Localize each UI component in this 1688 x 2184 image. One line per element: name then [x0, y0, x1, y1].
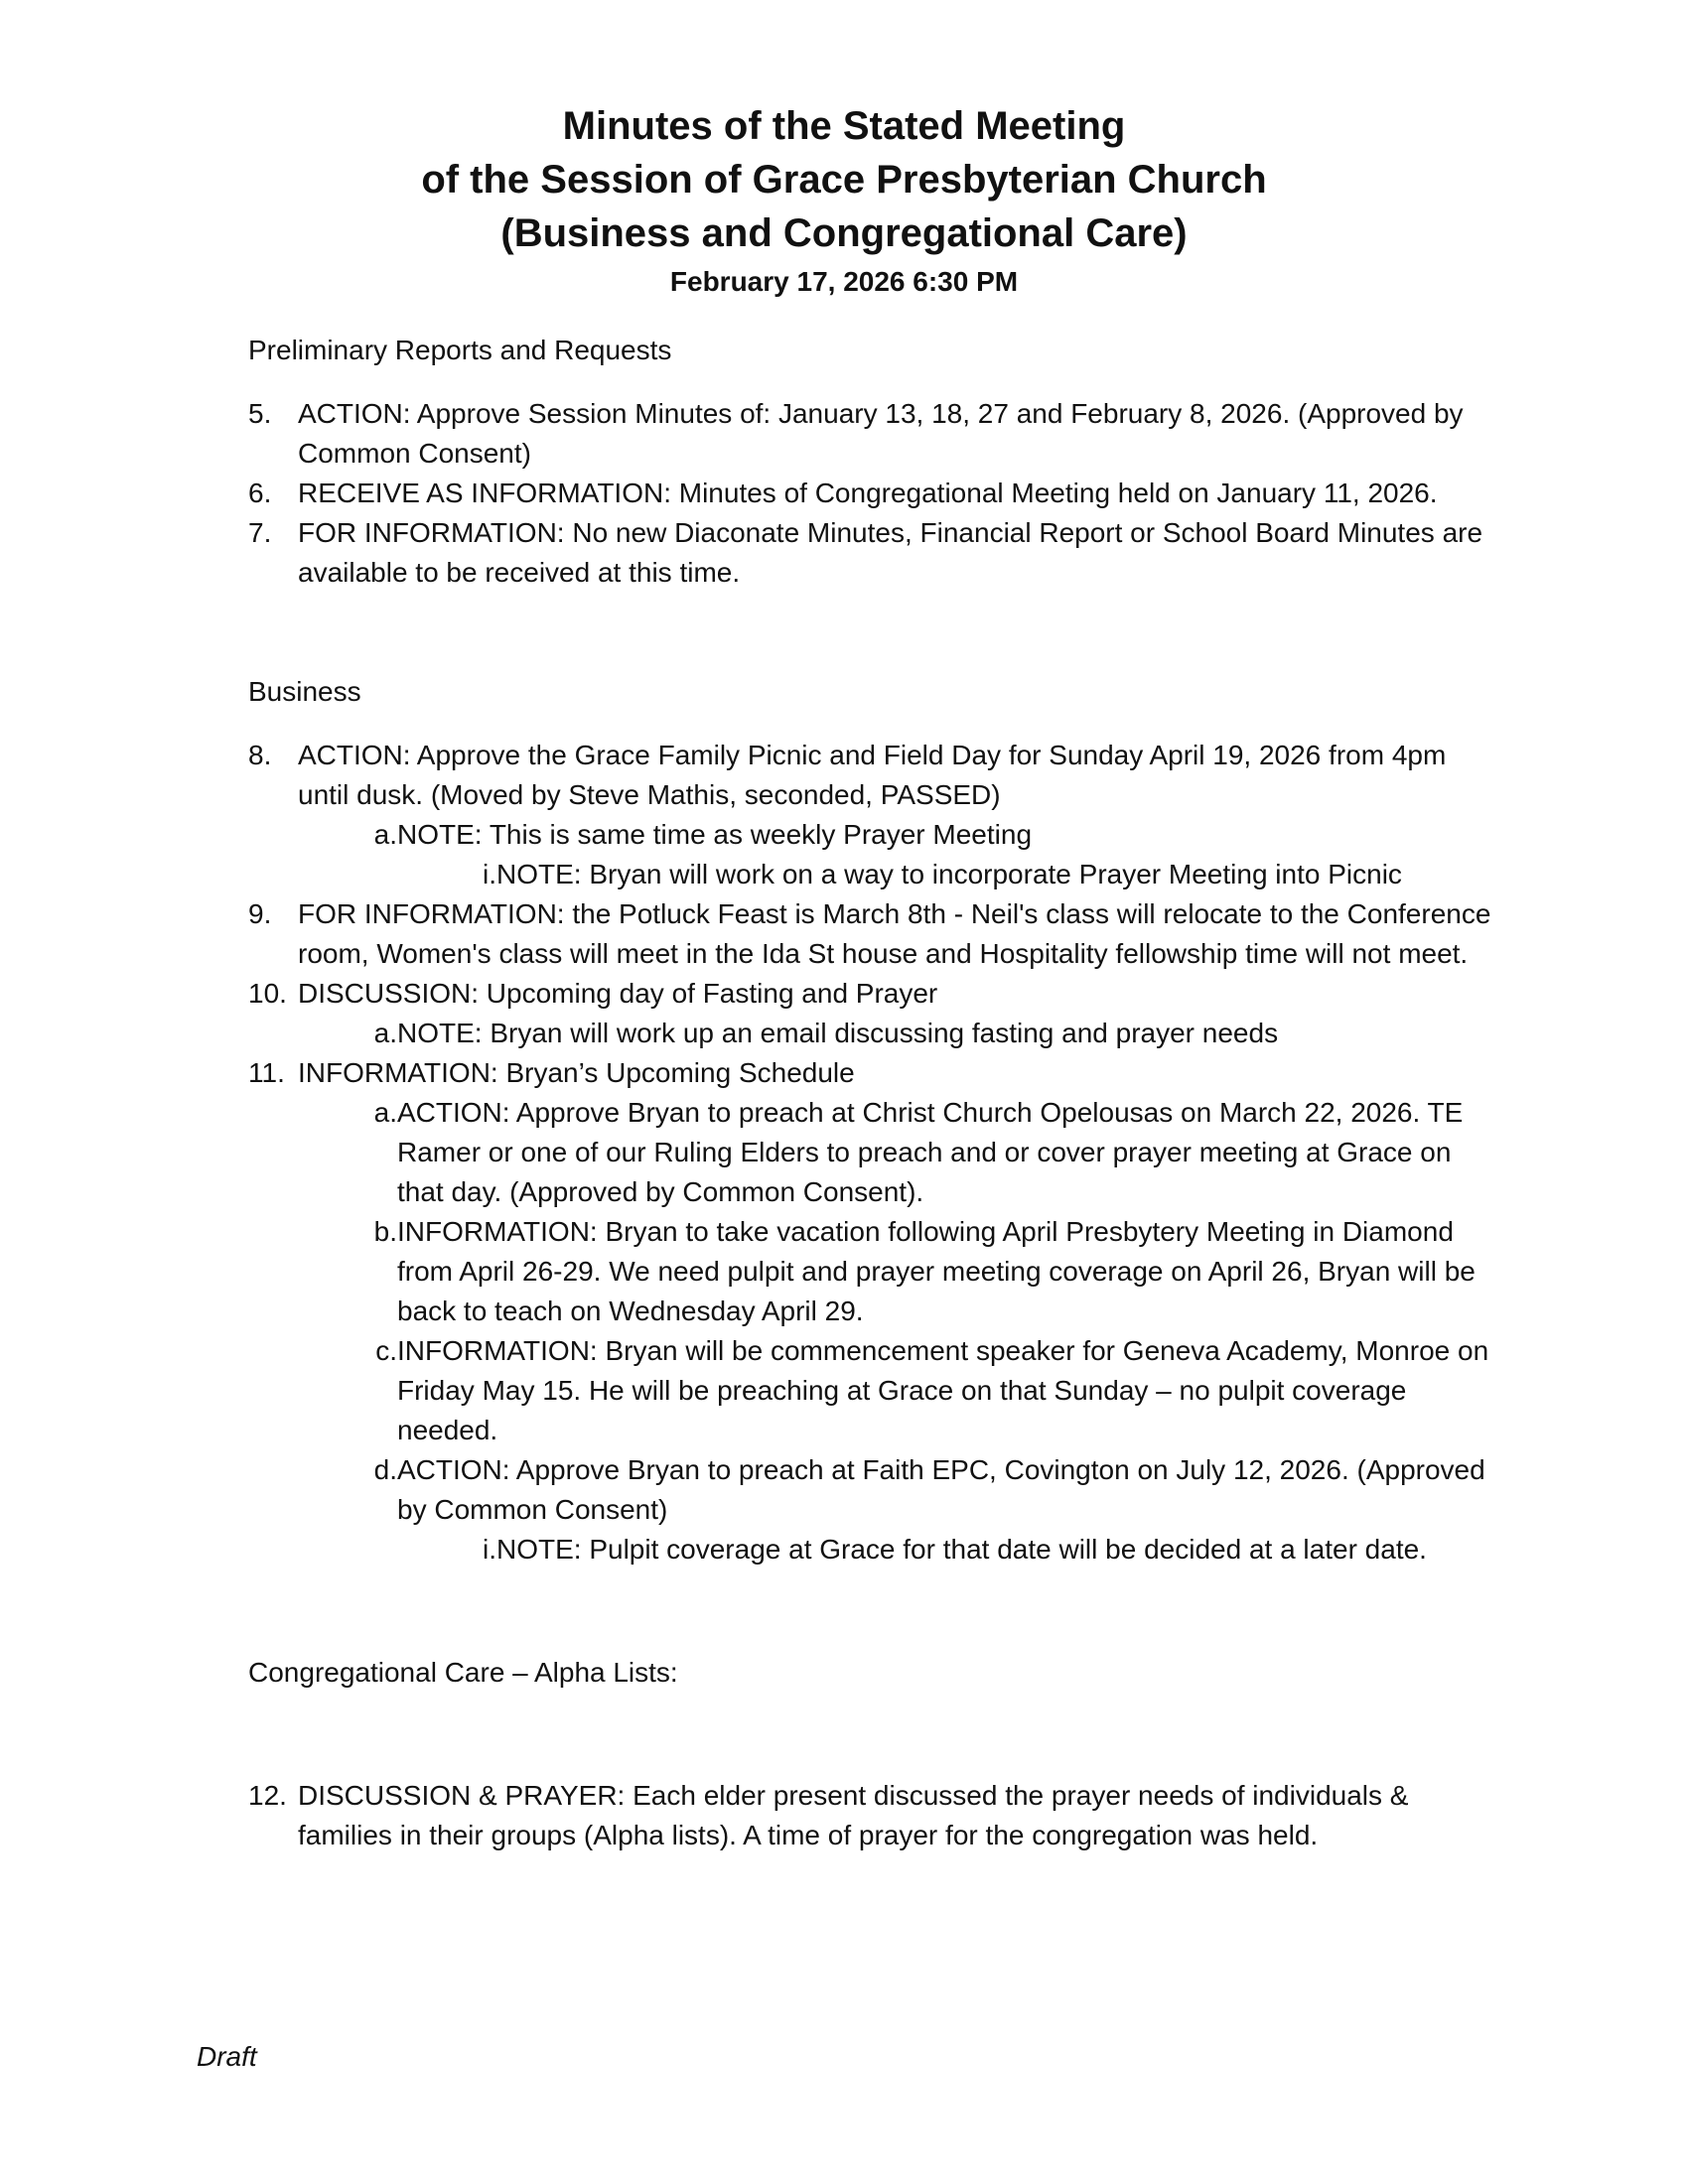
item-number: 10. — [248, 978, 287, 1009]
agenda-item-11 — [248, 1053, 1499, 1093]
item-letter: a. — [373, 1018, 397, 1048]
section-heading-congregational-care: Congregational Care – Alpha Lists: — [248, 1657, 678, 1688]
agenda-item-10a — [348, 1014, 1499, 1053]
agenda-item-5 — [248, 394, 1499, 474]
agenda-item-11d — [348, 1450, 1499, 1530]
item-text: FOR INFORMATION: No new Diaconate Minutes, Financial Report or School Board Minutes are available to be received at this time. — [298, 517, 1483, 588]
title-line-3: (Business and Congregational Care) — [500, 211, 1188, 255]
item-text: ACTION: Approve Session Minutes of: January 13, 18, 27 and February 8, 2026. (Approved by Common Consent) — [298, 398, 1464, 469]
item-number: 7. — [248, 517, 272, 548]
item-text: NOTE: Bryan will work on a way to incorporate Prayer Meeting into Picnic — [496, 859, 1402, 889]
agenda-item-11b — [348, 1212, 1499, 1331]
item-text: NOTE: This is same time as weekly Prayer Meeting — [397, 819, 1033, 850]
item-text: INFORMATION: Bryan to take vacation following April Presbytery Meeting in Diamond from April 26-29. We need pulpit and prayer meeting coverage on April 26, Bryan will be back to teach on Wednesday April 29. — [397, 1216, 1476, 1326]
agenda-item-11c — [348, 1331, 1499, 1450]
item-letter: d. — [373, 1454, 397, 1485]
item-text: INFORMATION: Bryan will be commencement speaker for Geneva Academy, Monroe on Friday May 15. He will be preaching at Grace on that Sunday – no pulpit coverage needed. — [397, 1335, 1489, 1445]
item-text: DISCUSSION: Upcoming day of Fasting and Prayer — [298, 978, 938, 1009]
item-text: RECEIVE AS INFORMATION: Minutes of Congregational Meeting held on January 11, 2026. — [298, 478, 1438, 508]
agenda-item-9 — [248, 894, 1499, 974]
item-text: DISCUSSION & PRAYER: Each elder present discussed the prayer needs of individuals & families in their groups (Alpha lists). A time of prayer for the congregation was held. — [298, 1780, 1409, 1850]
item-number: 6. — [248, 478, 272, 508]
item-number: 12. — [248, 1780, 287, 1811]
item-letter: c. — [375, 1335, 397, 1366]
item-text: ACTION: Approve the Grace Family Picnic and Field Day for Sunday April 19, 2026 from 4pm until dusk. (Moved by Steve Mathis, seconded, PASSED) — [298, 740, 1447, 810]
item-text: INFORMATION: Bryan’s Upcoming Schedule — [298, 1057, 855, 1088]
item-text: ACTION: Approve Bryan to preach at Faith EPC, Covington on July 12, 2026. (Approved by Common Consent) — [397, 1454, 1485, 1525]
section-heading-business: Business — [248, 676, 361, 707]
title-line-1: Minutes of the Stated Meeting — [562, 104, 1126, 148]
item-letter: a. — [373, 1097, 397, 1128]
agenda-item-8 — [248, 736, 1499, 815]
item-roman: i. — [483, 859, 496, 889]
agenda-item-8a — [348, 815, 1499, 855]
item-letter: a. — [373, 819, 397, 850]
agenda-item-7 — [248, 513, 1499, 593]
item-roman: i. — [483, 1534, 496, 1565]
item-number: 5. — [248, 398, 272, 429]
item-number: 9. — [248, 898, 272, 929]
title-block — [0, 99, 1688, 304]
agenda-item-8ai — [447, 855, 1499, 894]
agenda-item-12 — [248, 1776, 1499, 1855]
item-number: 8. — [248, 740, 272, 770]
item-number: 11. — [248, 1057, 285, 1088]
item-text: NOTE: Pulpit coverage at Grace for that date will be decided at a later date. — [496, 1534, 1427, 1565]
title-line-2: of the Session of Grace Presbyterian Church — [421, 158, 1267, 202]
section-heading-preliminary: Preliminary Reports and Requests — [248, 335, 672, 365]
item-text: FOR INFORMATION: the Potluck Feast is March 8th - Neil's class will relocate to the Conference room, Women's class will meet in the Ida St house and Hospitality fellowship time will not meet. — [298, 898, 1491, 969]
item-letter: b. — [373, 1216, 397, 1247]
item-text: ACTION: Approve Bryan to preach at Christ Church Opelousas on March 22, 2026. TE Ramer or one of our Ruling Elders to preach and or cover prayer meeting at Grace on that day. (Approved by Common Consent). — [397, 1097, 1464, 1207]
agenda-item-10 — [248, 974, 1499, 1014]
draft-label: Draft — [197, 2041, 257, 2072]
agenda-item-11a — [348, 1093, 1499, 1212]
agenda-item-6 — [248, 474, 1499, 513]
meeting-date: February 17, 2026 6:30 PM — [669, 266, 1019, 297]
agenda-item-11di — [447, 1530, 1499, 1570]
item-text: NOTE: Bryan will work up an email discussing fasting and prayer needs — [397, 1018, 1279, 1048]
